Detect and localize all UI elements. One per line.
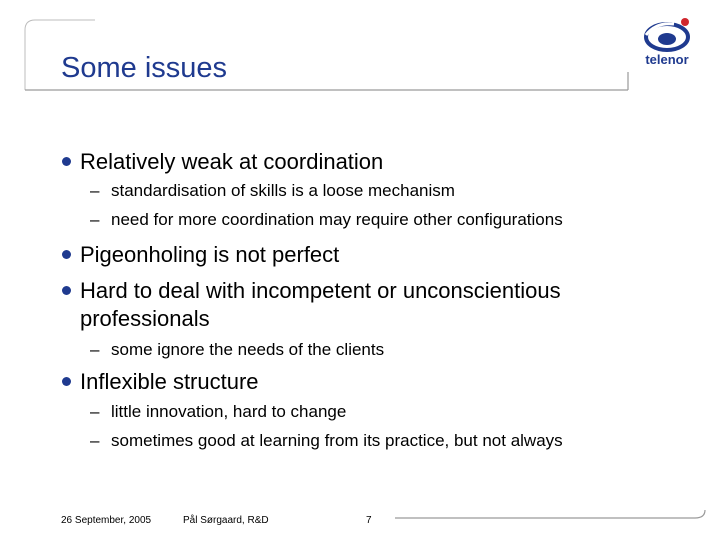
telenor-logo (636, 14, 698, 70)
dash-marker: – (90, 402, 100, 421)
round-bullet-icon (62, 286, 71, 295)
dash-marker: – (90, 181, 100, 200)
bullet-4-sub-1: little innovation, hard to change (111, 402, 347, 421)
footer-author: Pål Sørgaard, R&D (183, 515, 269, 526)
bullet-1-sub-2: need for more coordination may require other configurations (111, 210, 563, 229)
bullet-4-sub-2: sometimes good at learning from its practice, but not always (111, 431, 563, 450)
bullet-2-text: Pigeonholing is not perfect (80, 242, 340, 267)
bullet-1-text: Relatively weak at coordination (80, 149, 384, 174)
bullet-4-text: Inflexible structure (80, 369, 259, 394)
bullet-3-sub-1: some ignore the needs of the clients (111, 340, 385, 359)
logo-wordmark: telenor (645, 52, 689, 67)
dash-marker: – (90, 210, 100, 229)
telenor-logo-icon (640, 14, 694, 54)
round-bullet-icon (62, 157, 71, 166)
footer-date: 26 September, 2005 (61, 515, 152, 526)
dash-marker: – (90, 431, 100, 450)
round-bullet-icon (62, 250, 71, 259)
dash-marker: – (90, 340, 100, 359)
bullet-3-text: Hard to deal with incompetent or unconscientious (80, 278, 561, 303)
slide-title: Some issues (61, 52, 228, 84)
bullet-1-sub-1: standardisation of skills is a loose mechanism (111, 181, 455, 200)
round-bullet-icon (62, 377, 71, 386)
bullet-3-text-cont: professionals (80, 306, 210, 331)
footer-page-number: 7 (366, 515, 372, 526)
